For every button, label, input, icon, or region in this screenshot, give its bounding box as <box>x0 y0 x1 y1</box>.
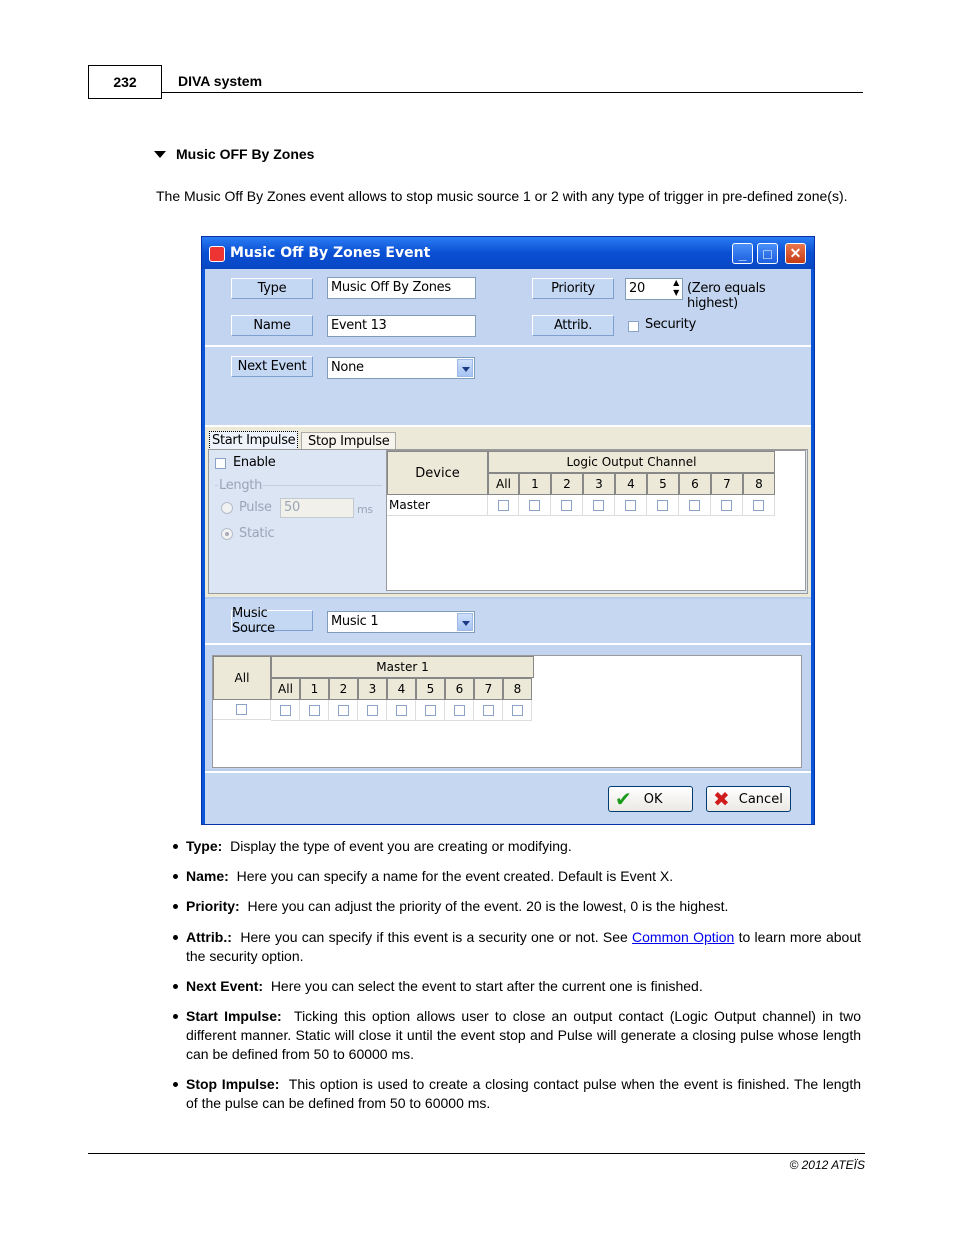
channel-header: 1 <box>519 473 551 495</box>
channel-cell[interactable] <box>445 700 474 721</box>
channel-cell[interactable] <box>488 495 519 516</box>
channel-cell[interactable] <box>679 495 711 516</box>
channel-cell[interactable] <box>358 700 387 721</box>
header-title: DIVA system <box>178 73 263 89</box>
zone-all-cell[interactable] <box>213 700 271 720</box>
music-source-label: Music Source <box>231 610 313 631</box>
channel-header: 8 <box>503 678 532 700</box>
channel-cell[interactable] <box>519 495 551 516</box>
channel-header: 6 <box>445 678 474 700</box>
impulse-tabs-panel <box>205 427 811 597</box>
channel-cell[interactable] <box>615 495 647 516</box>
bullet-type <box>186 837 861 856</box>
channel-checkbox[interactable] <box>561 500 572 511</box>
attrib-label: Attrib. <box>532 315 614 336</box>
channel-checkbox[interactable] <box>454 705 465 716</box>
priority-spinner[interactable] <box>625 278 683 300</box>
bullet-term: Next Event: <box>186 978 264 994</box>
dialog-client <box>205 269 811 822</box>
cancel-button[interactable] <box>706 786 791 812</box>
close-icon[interactable]: ✕ <box>785 243 806 264</box>
tab-content <box>208 449 808 594</box>
channel-checkbox[interactable] <box>280 705 291 716</box>
tab-start-impulse[interactable]: Start Impulse <box>209 431 298 450</box>
channel-header: 3 <box>583 473 615 495</box>
buttons-panel <box>205 771 811 824</box>
intro-paragraph: The Music Off By Zones event allows to stop music source 1 or 2 with any type of trigger in pre-defined zone(s). <box>156 188 848 204</box>
name-label: Name <box>231 315 313 336</box>
bullet-term: Type: <box>186 838 223 854</box>
channel-cell[interactable] <box>387 700 416 721</box>
bullet-next-event <box>186 977 861 996</box>
bullet-text: This option is used to create a closing contact pulse when the event is finished. The length of the pulse can be defined from 50 to 60000 ms. <box>186 1076 862 1111</box>
bullet-name <box>186 867 861 886</box>
tab-stop-impulse[interactable]: Stop Impulse <box>301 432 396 450</box>
channel-header: 6 <box>679 473 711 495</box>
bullet-text: Here you can select the event to start after the current one is finished. <box>270 978 703 994</box>
channel-checkbox[interactable] <box>753 500 764 511</box>
security-label: Security <box>645 317 696 332</box>
security-checkbox[interactable] <box>628 321 639 332</box>
next-event-label: Next Event <box>231 356 313 377</box>
channel-checkbox[interactable] <box>483 705 494 716</box>
chevron-down-icon[interactable] <box>457 613 473 631</box>
bullet-text: to learn more about the security option. <box>186 929 862 964</box>
channel-checkbox[interactable] <box>338 705 349 716</box>
channel-header: 5 <box>416 678 445 700</box>
bullet-stop-impulse <box>186 1075 861 1113</box>
bullet-term: Start Impulse: <box>186 1008 282 1024</box>
channel-cell[interactable] <box>474 700 503 721</box>
channel-cell[interactable] <box>583 495 615 516</box>
footer-copyright: © 2012 ATEÏS <box>789 1158 865 1172</box>
static-radio[interactable] <box>221 528 233 540</box>
bullet-term: Priority: <box>186 898 240 914</box>
ok-button[interactable] <box>608 786 693 812</box>
music-source-select[interactable] <box>327 611 475 633</box>
cancel-label: Cancel <box>738 791 783 807</box>
channel-checkbox[interactable] <box>512 705 523 716</box>
minimize-icon[interactable]: _ <box>732 243 753 264</box>
bullet-term: Attrib.: <box>186 929 232 945</box>
priority-value: 20 <box>629 281 645 296</box>
enable-checkbox[interactable] <box>215 458 226 469</box>
event-dialog <box>201 236 815 825</box>
channel-cell[interactable] <box>743 495 775 516</box>
zone-all-checkbox[interactable] <box>236 704 247 715</box>
channel-checkbox[interactable] <box>721 500 732 511</box>
channel-header: All <box>488 473 519 495</box>
channel-header: 5 <box>647 473 679 495</box>
priority-label: Priority <box>532 278 614 299</box>
bullet-term: Stop Impulse: <box>186 1076 280 1092</box>
type-label: Type <box>231 278 313 299</box>
general-panel <box>205 269 811 347</box>
maximize-icon[interactable]: □ <box>757 243 778 264</box>
channel-checkbox[interactable] <box>309 705 320 716</box>
logic-output-header: Logic Output Channel <box>488 451 775 473</box>
channel-header: 4 <box>387 678 416 700</box>
bullet-text: Here you can adjust the priority of the event. 20 is the lowest, 0 is the highest. <box>247 898 729 914</box>
dialog-title: Music Off By Zones Event <box>230 245 431 261</box>
channel-cell[interactable] <box>647 495 679 516</box>
app-icon <box>209 246 225 262</box>
pulse-value: 50 <box>284 500 300 515</box>
next-event-value: None <box>331 360 364 375</box>
music-source-panel <box>205 599 811 645</box>
next-event-panel <box>205 347 811 427</box>
spinner-arrows-icon[interactable]: ▲ ▼ <box>673 278 679 297</box>
next-event-select[interactable] <box>327 357 475 379</box>
bullet-text: Ticking this option allows user to close an output contact (Logic Output channel) in two different manner. Static will close it until the event stop and Pulse will generate a closing pulse whose length can be defined from 50 to 60000 ms. <box>186 1008 862 1062</box>
bullet-priority <box>186 897 861 916</box>
channel-checkbox[interactable] <box>689 500 700 511</box>
check-icon: ✔ <box>615 787 632 811</box>
zone-group-header: Master 1 <box>271 656 534 678</box>
pulse-spinner[interactable] <box>280 498 354 518</box>
footer-rule <box>88 1153 865 1154</box>
length-label: Length <box>219 478 263 493</box>
zones-panel <box>205 645 811 769</box>
channel-cell[interactable] <box>711 495 743 516</box>
bullet-attrib <box>186 928 861 966</box>
ms-label: ms <box>357 503 373 516</box>
zones-grid <box>212 655 802 768</box>
bullet-text: Here you can specify if this event is a security one or not. See <box>240 929 628 945</box>
type-field: Music Off By Zones <box>327 277 476 299</box>
common-option-link[interactable]: Common Option <box>632 929 735 945</box>
pulse-radio[interactable] <box>221 502 233 514</box>
section-title: Music OFF By Zones <box>176 146 315 162</box>
page-number: 232 <box>88 65 162 99</box>
static-label: Static <box>239 526 275 541</box>
channel-checkbox[interactable] <box>396 705 407 716</box>
channel-checkbox[interactable] <box>625 500 636 511</box>
channel-header: 2 <box>329 678 358 700</box>
header-rule <box>162 92 863 93</box>
channel-cell[interactable] <box>551 495 583 516</box>
channel-checkbox[interactable] <box>593 500 604 511</box>
channel-checkbox[interactable] <box>425 705 436 716</box>
channel-checkbox[interactable] <box>367 705 378 716</box>
channel-header: 4 <box>615 473 647 495</box>
channel-header: 1 <box>300 678 329 700</box>
chevron-down-icon[interactable] <box>457 359 473 377</box>
bullet-text: Here you can specify a name for the event created. Default is Event X. <box>236 868 674 884</box>
channel-cell[interactable] <box>416 700 445 721</box>
channel-cell[interactable] <box>503 700 532 721</box>
channel-header: 3 <box>358 678 387 700</box>
device-row-label: Master <box>387 495 488 516</box>
channel-checkbox[interactable] <box>529 500 540 511</box>
channel-header: All <box>271 678 300 700</box>
device-header: Device <box>387 451 488 495</box>
output-grid <box>386 450 806 591</box>
name-input[interactable]: Event 13 <box>327 315 476 337</box>
cross-icon: ✖ <box>713 787 730 811</box>
enable-label: Enable <box>233 455 276 470</box>
ok-label: OK <box>643 791 663 807</box>
channel-cell[interactable] <box>271 700 300 721</box>
zone-all-header: All <box>213 656 271 700</box>
channel-header: 2 <box>551 473 583 495</box>
bullet-text: Display the type of event you are creating or modifying. <box>230 838 572 854</box>
pulse-label: Pulse <box>239 500 272 515</box>
channel-header: 7 <box>474 678 503 700</box>
channel-header: 7 <box>711 473 743 495</box>
bullet-start-impulse <box>186 1007 861 1064</box>
collapse-arrow-icon[interactable] <box>154 151 166 158</box>
channel-cell[interactable] <box>300 700 329 721</box>
channel-header: 8 <box>743 473 775 495</box>
music-source-value: Music 1 <box>331 614 379 629</box>
title-bar <box>202 237 814 269</box>
bullet-term: Name: <box>186 868 229 884</box>
channel-checkbox[interactable] <box>498 500 509 511</box>
channel-cell[interactable] <box>329 700 358 721</box>
channel-checkbox[interactable] <box>657 500 668 511</box>
priority-note: (Zero equals highest) <box>687 281 766 311</box>
